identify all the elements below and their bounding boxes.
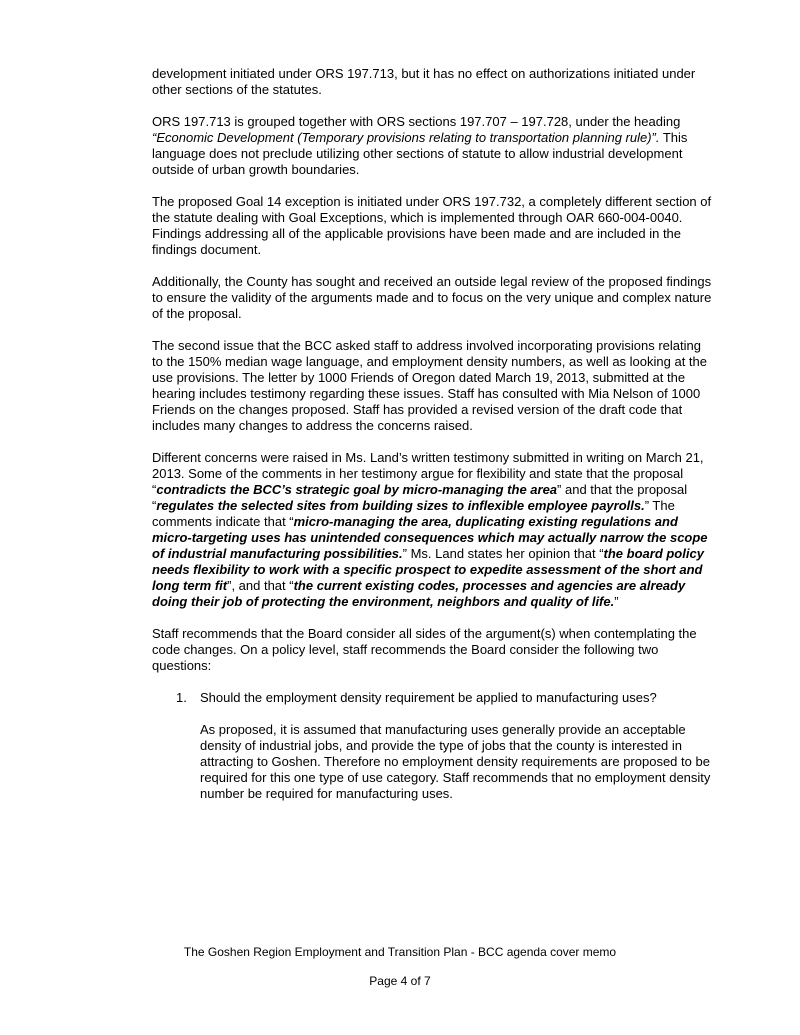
paragraph-1: development initiated under ORS 197.713, but it has no effect on authorizations initiated under other sections of the statutes. (152, 66, 696, 97)
paragraph-6-text-4: ” Ms. Land states her opinion that “ (402, 546, 604, 561)
quote-3: micro-managing the area, duplicating existing regulations and micro-targeting uses has unintended consequences which may actually narrow the scope of industrial manufacturing possibilities. (152, 514, 708, 561)
quote-2: regulates the selected sites from building sizes to inflexible employee payrolls. (156, 498, 645, 513)
paragraph-2-text-b: This language does not preclude utilizing other sections of statute to allow industrial development outside of urban growth boundaries. (152, 130, 688, 177)
list-item-1-detail: As proposed, it is assumed that manufacturing uses generally provide an acceptable density of industrial jobs, and provide the type of jobs that the county is interested in attracting to Goshen. Therefore no employment density requirements are proposed to be required for this one type of use category. Staff recommends that no employment density number be required for manufacturing uses. (200, 722, 711, 801)
paragraph-6-text-2: ” and that the proposal “ (152, 482, 688, 513)
paragraph-2-text-a: ORS 197.713 is grouped together with ORS sections 197.707 – 197.728, under the heading (152, 114, 681, 129)
paragraph-4: Additionally, the County has sought and received an outside legal review of the proposed findings to ensure the validity of the arguments made and to focus on the very unique and complex nature of the proposal. (152, 274, 712, 321)
paragraph-3: The proposed Goal 14 exception is initiated under ORS 197.732, a completely different section of the statute dealing with Goal Exceptions, which is implemented through OAR 660-004-0040. Findings addressing all of the applicable provisions have been made and are included in the findings document. (152, 194, 712, 257)
paragraph-6 (152, 450, 712, 610)
page-number: Page 4 of 7 (369, 974, 431, 988)
footer-title: The Goshen Region Employment and Transition Plan - BCC agenda cover memo (183, 945, 617, 959)
quote-4: the board policy needs flexibility to work with a specific prospect to expedite assessment of the short and long term fit (152, 546, 704, 593)
paragraph-2 (152, 114, 712, 178)
quote-5: the current existing codes, processes and agencies are already doing their job of protecting the environment, neighbors and quality of life. (152, 578, 686, 609)
paragraph-6-text-3: ” The comments indicate that “ (152, 498, 675, 529)
paragraph-6-text-1: Different concerns were raised in Ms. Land’s written testimony submitted in writing on March 21, 2013. Some of the comments in her testimony argue for flexibility and state that the proposal “ (152, 450, 704, 497)
list-item-1 (152, 690, 712, 706)
paragraph-5: The second issue that the BCC asked staff to address involved incorporating provisions relating to the 150% median wage language, and employment density numbers, as well as looking at the use provisions. The letter by 1000 Friends of Oregon dated March 19, 2013, submitted at the hearing includes testimony regarding these issues. Staff has consulted with Mia Nelson of 1000 Friends on the changes proposed. Staff has provided a revised version of the draft code that includes many changes to address the concerns raised. (152, 338, 708, 433)
document-body (152, 66, 712, 802)
paragraph-6-text-5: ”, and that “ (227, 578, 294, 593)
list-item-1-number: 1. (176, 690, 187, 705)
paragraph-2-italic-heading: “Economic Development (Temporary provisions relating to transportation planning rule)”. (152, 130, 660, 145)
paragraph-6-text-6: ” (614, 594, 619, 609)
paragraph-7: Staff recommends that the Board consider all sides of the argument(s) when contemplating the code changes. On a policy level, staff recommends the Board consider the following two questions: (152, 626, 697, 673)
quote-1: contradicts the BCC’s strategic goal by micro-managing the area (156, 482, 558, 497)
list-item-1-text: Should the employment density requirement be applied to manufacturing uses? (200, 690, 657, 705)
